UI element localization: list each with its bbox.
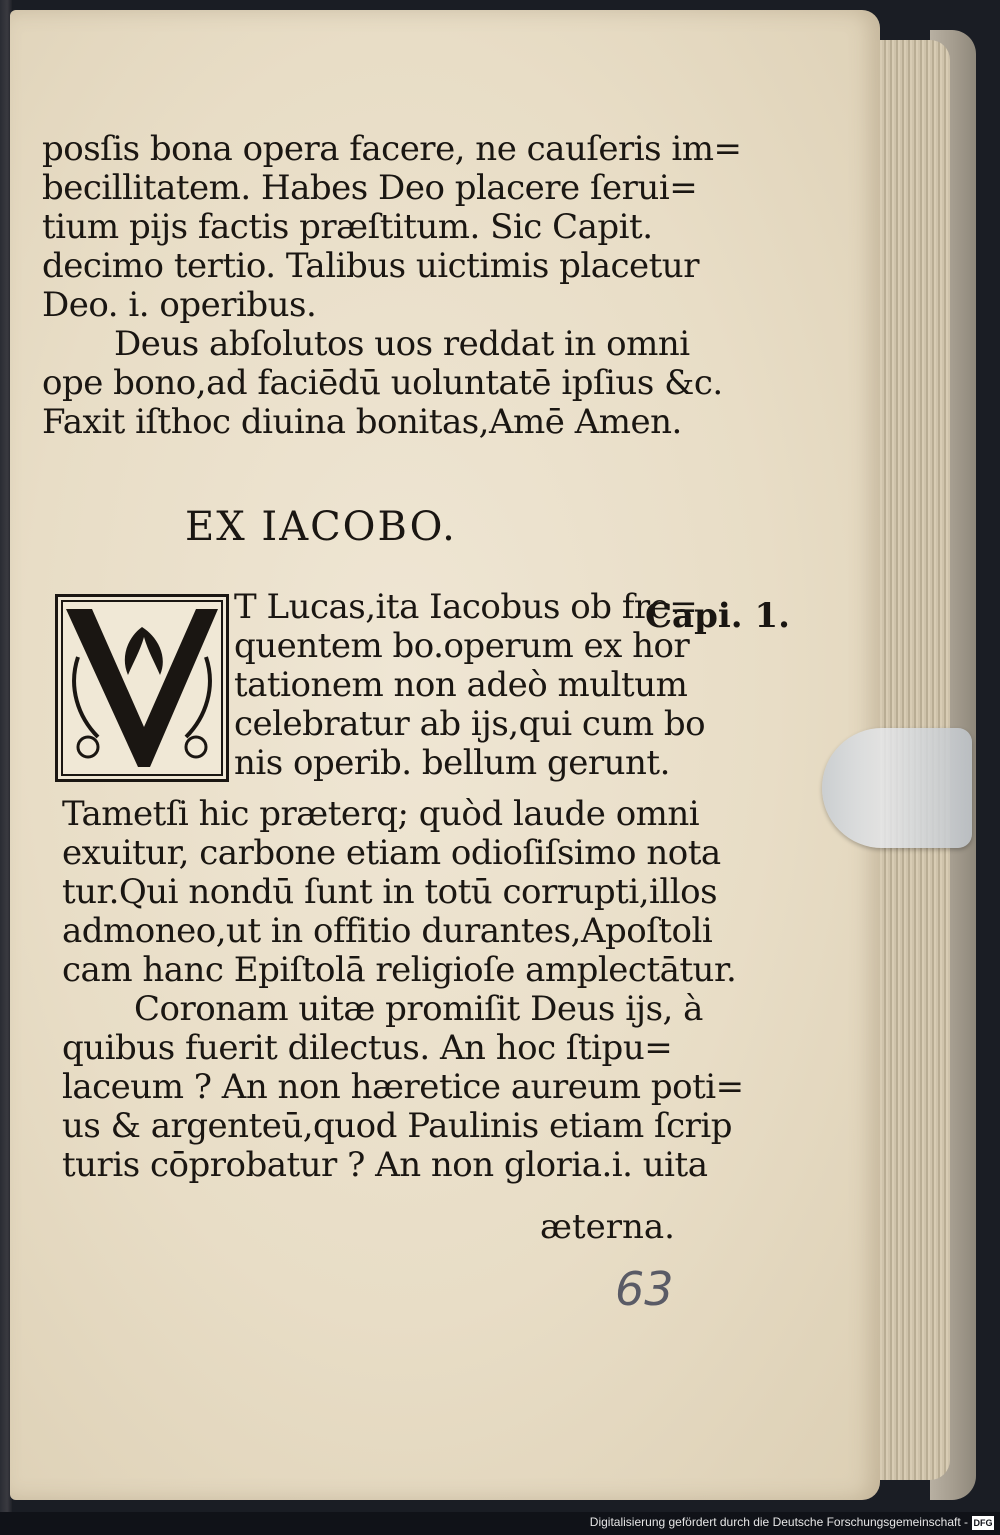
ornament-icon (58, 597, 226, 779)
text-line: T Lucas,ita Iacobus ob fre= (234, 587, 698, 627)
dfg-logo: DFG (973, 1518, 993, 1528)
section-heading: EX IACOBO. (185, 504, 457, 550)
text-line: laceum ? An non hæretice aureum poti= (62, 1067, 744, 1107)
text-line: quentem bo.operum ex hor (234, 626, 690, 666)
top-paragraph (42, 129, 742, 442)
marginal-note: Capi. 1. (645, 596, 790, 636)
text-line: tationem non adeò multum (234, 665, 688, 705)
text-line: exuitur, carbone etiam odioſiſsimo nota (62, 833, 721, 873)
page-clip (822, 728, 972, 848)
lower-paragraph (62, 794, 744, 1185)
final-word: æterna. (540, 1207, 675, 1247)
footer-bar (0, 1512, 1000, 1535)
decorated-initial-v (55, 594, 229, 782)
text-line: admoneo,ut in offitio durantes,Apoſtoli (62, 911, 713, 951)
text-line: Coronam uitæ promiſit Deus ijs, à (134, 989, 703, 1029)
text-line: us & argenteū,quod Paulinis etiam ſcrip (62, 1106, 733, 1146)
text-line: quibus fuerit dilectus. An hoc ſtipu= (62, 1028, 673, 1068)
page-number: 63 (615, 1262, 674, 1316)
text-line: Deus abſolutos uos reddat in omni (114, 324, 690, 364)
text-line: tium pijs factis præſtitum. Sic Capit. (42, 207, 653, 247)
text-line: Deo. i. operibus. (42, 285, 317, 325)
text-line: ope bono,ad faciēdū uoluntatē ipſius &c. (42, 363, 723, 403)
text-line: celebratur ab ijs,qui cum bo (234, 704, 706, 744)
text-line: becillitatem. Habes Deo placere ſerui= (42, 168, 698, 208)
text-line: cam hanc Epiſtolā religioſe amplectātur. (62, 950, 737, 990)
text-line: tur.Qui nondū ſunt in totū corrupti,illos (62, 872, 718, 912)
text-line: decimo tertio. Talibus uictimis placetur (42, 246, 699, 286)
text-line: posſis bona opera facere, ne cauſeris im= (42, 129, 742, 169)
text-line: Tametſi hic præterq; quòd laude omni (62, 794, 700, 834)
text-line: Faxit iſthoc diuina bonitas,Amē Amen. (42, 402, 682, 442)
initial-paragraph (234, 587, 706, 783)
text-line: turis cōprobatur ? An non gloria.i. uita (62, 1145, 708, 1185)
text-line: nis operib. bellum gerunt. (234, 743, 670, 783)
footer-credit: Digitalisierung gefördert durch die Deutsche Forschungsgemeinschaft - (589, 1515, 968, 1529)
